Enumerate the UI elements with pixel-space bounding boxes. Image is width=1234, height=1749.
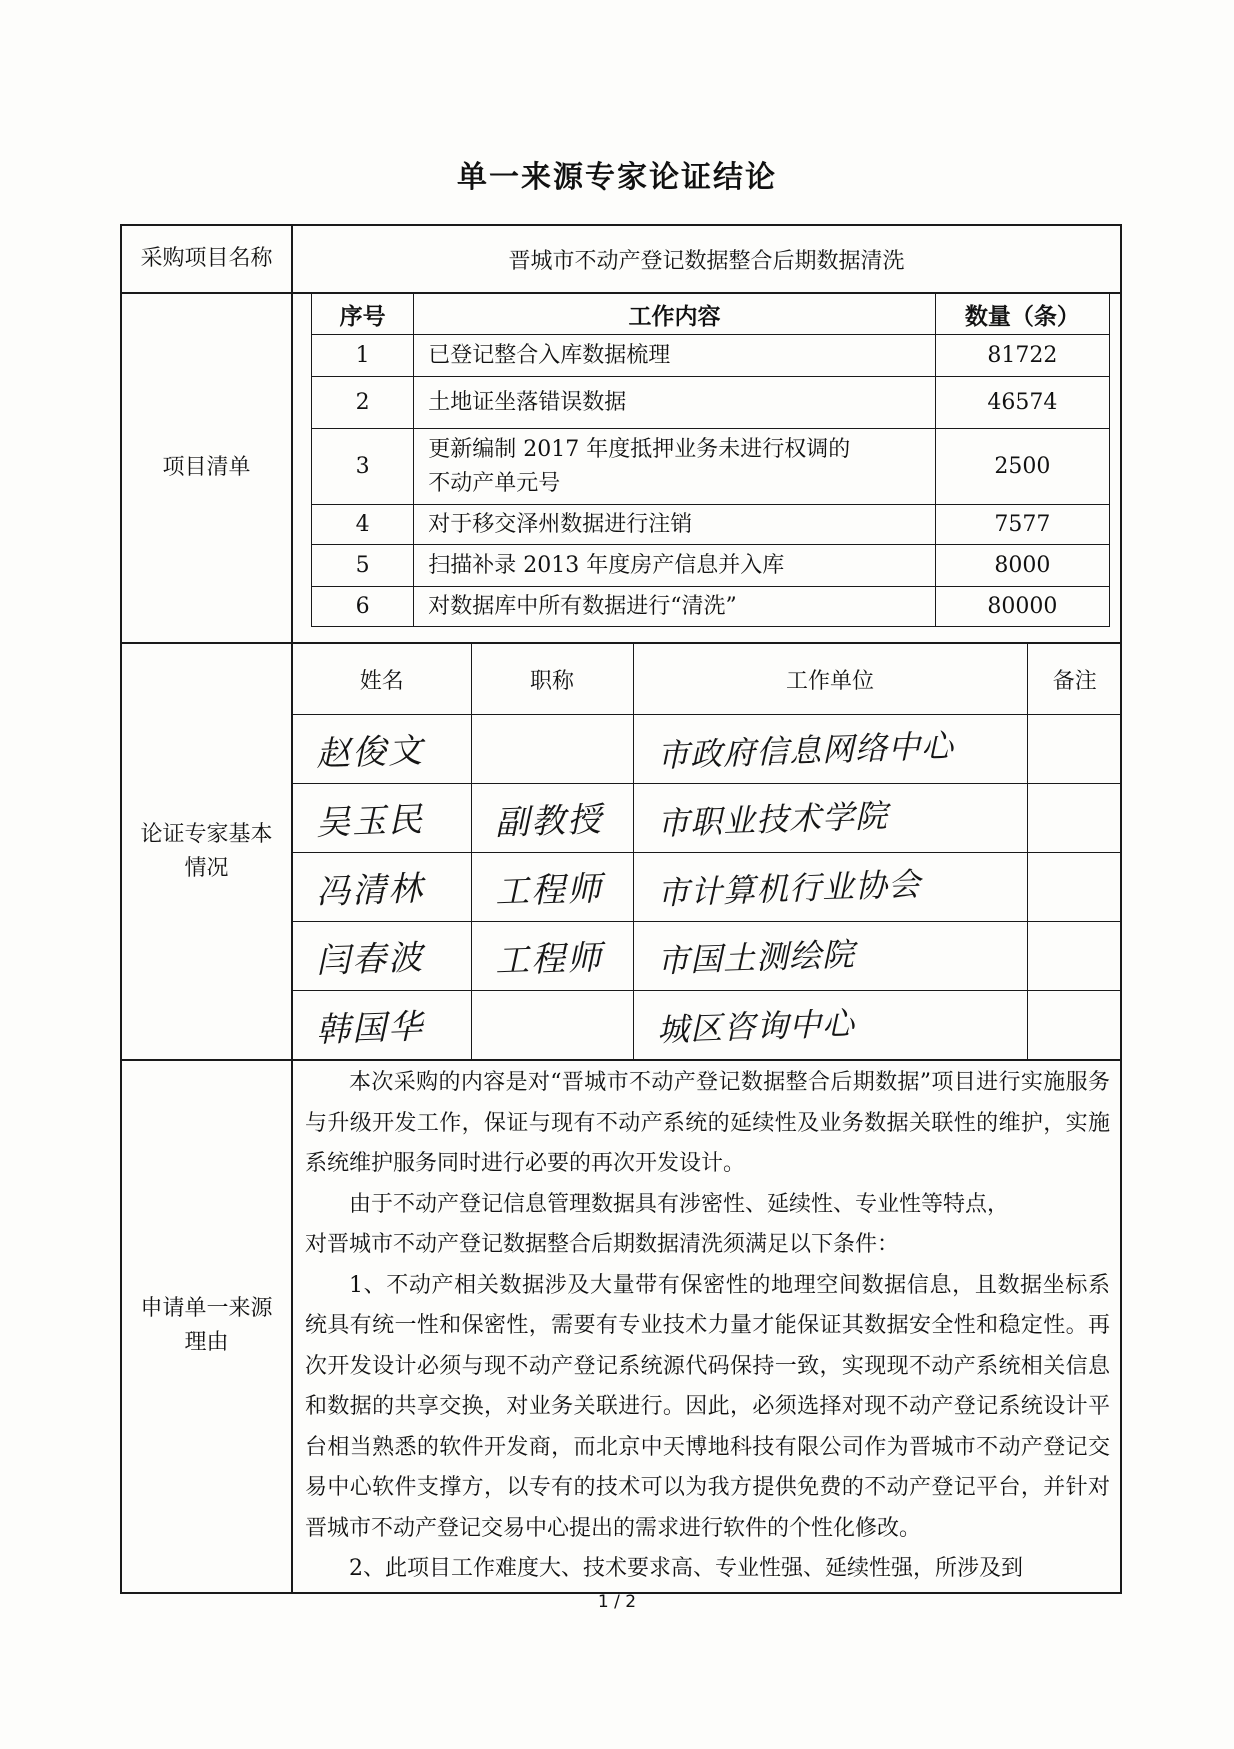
expert-unit bbox=[633, 715, 1027, 784]
handwritten-unit: 市国土测绘院 bbox=[655, 935, 856, 981]
items-header-row bbox=[312, 294, 1110, 335]
reason-text bbox=[292, 1060, 1121, 1593]
experts-header-note: 备注 bbox=[1027, 644, 1122, 715]
item-qty: 46574 bbox=[935, 377, 1109, 429]
expert-note bbox=[1027, 784, 1122, 853]
handwritten-title bbox=[473, 755, 495, 756]
item-qty: 8000 bbox=[935, 545, 1109, 587]
items-label: 项目清单 bbox=[121, 293, 292, 643]
expert-title bbox=[471, 991, 633, 1060]
handwritten-unit: 市政府信息网络中心 bbox=[655, 726, 955, 775]
reason-paragraph: 对晋城市不动产登记数据整合后期数据清洗须满足以下条件： bbox=[305, 1232, 900, 1257]
reason-paragraph: 本次采购的内容是对“晋城市不动产登记数据整合后期数据”项目进行实施服务与升级开发工作，保证与现有不动产系统的延续性及业务数据关联性的维护，实施系统维护服务同时进行必要的再次开发设计。 bbox=[305, 1070, 1110, 1176]
items-cell bbox=[292, 293, 1121, 643]
item-no: 6 bbox=[312, 587, 414, 627]
expert-name bbox=[293, 991, 471, 1060]
expert-name bbox=[293, 784, 471, 853]
expert-name bbox=[293, 922, 471, 991]
table-row bbox=[312, 377, 1110, 429]
item-no: 3 bbox=[312, 429, 414, 505]
handwritten-name: 吴玉民 bbox=[315, 799, 425, 843]
handwritten-title bbox=[473, 1031, 495, 1032]
handwritten-name: 赵俊文 bbox=[315, 730, 425, 774]
item-content bbox=[414, 429, 936, 505]
handwritten-title: 工程师 bbox=[493, 868, 604, 912]
item-qty: 7577 bbox=[935, 505, 1109, 545]
reason-paragraph: 由于不动产登记信息管理数据具有涉密性、延续性、专业性等特点， bbox=[349, 1191, 1010, 1217]
table-row bbox=[293, 784, 1122, 853]
table-row bbox=[293, 853, 1122, 922]
handwritten-name: 闫春波 bbox=[315, 937, 425, 981]
item-content-line: 不动产单元号 bbox=[428, 470, 561, 496]
project-name-label: 采购项目名称 bbox=[121, 225, 292, 293]
table-row bbox=[312, 505, 1110, 545]
handwritten-title: 工程师 bbox=[493, 937, 604, 981]
reason-label: 申请单一来源理由 bbox=[121, 1060, 292, 1593]
items-header-content: 工作内容 bbox=[414, 294, 936, 335]
experts-cell bbox=[292, 643, 1121, 1060]
project-name-row bbox=[121, 225, 1121, 293]
item-content: 扫描补录 2013 年度房产信息并入库 bbox=[414, 545, 936, 587]
item-qty: 2500 bbox=[935, 429, 1109, 505]
handwritten-unit: 市职业技术学院 bbox=[655, 796, 889, 843]
reason-paragraph: 2、此项目工作难度大、技术要求高、专业性强、延续性强，所涉及到 bbox=[349, 1556, 1023, 1581]
experts-table bbox=[293, 644, 1122, 1059]
expert-title bbox=[471, 853, 633, 922]
table-row bbox=[312, 335, 1110, 377]
handwritten-unit: 城区咨询中心 bbox=[655, 1004, 856, 1050]
expert-title bbox=[471, 922, 633, 991]
items-row bbox=[121, 293, 1121, 643]
handwritten-name: 冯清林 bbox=[315, 868, 425, 912]
items-header-qty: 数量（条） bbox=[935, 294, 1109, 335]
items-header-no: 序号 bbox=[312, 294, 414, 335]
page-title: 单一来源专家论证结论 bbox=[457, 160, 777, 195]
expert-name bbox=[293, 715, 471, 784]
handwritten-unit: 市计算机行业协会 bbox=[655, 865, 922, 913]
experts-row bbox=[121, 643, 1121, 1060]
expert-note bbox=[1027, 922, 1122, 991]
item-no: 2 bbox=[312, 377, 414, 429]
table-row bbox=[312, 545, 1110, 587]
handwritten-name: 韩国华 bbox=[315, 1006, 425, 1050]
handwritten-title: 副教授 bbox=[493, 799, 604, 843]
item-content: 对于移交泽州数据进行注销 bbox=[414, 505, 936, 545]
expert-note bbox=[1027, 991, 1122, 1060]
item-qty: 80000 bbox=[935, 587, 1109, 627]
experts-label: 论证专家基本情况 bbox=[121, 643, 292, 1060]
experts-header-title: 职称 bbox=[471, 644, 633, 715]
item-no: 1 bbox=[312, 335, 414, 377]
expert-title bbox=[471, 784, 633, 853]
expert-name bbox=[293, 853, 471, 922]
reason-row bbox=[121, 1060, 1121, 1593]
reason-paragraph: 1、不动产相关数据涉及大量带有保密性的地理空间数据信息，且数据坐标系统具有统一性和保密性，需要有专业技术力量才能保证其数据安全性和稳定性。再次开发设计必须与现不动产登记系统源代码保持一致，实现现不动产系统相关信息和数据的共享交换，对业务关联进行。因此，必须选择对现不动产登记系统设计平台相当熟悉的软件开发商，而北京中天博地科技有限公司作为晋城市不动产登记交易中心软件支撑方，以专有的技术可以为我方提供免费的不动产登记平台，并针对晋城市不动产登记交易中心提出的需求进行软件的个性化修改。 bbox=[305, 1272, 1110, 1541]
table-row bbox=[312, 429, 1110, 505]
table-row bbox=[293, 991, 1122, 1060]
page-number: 1 / 2 bbox=[597, 1592, 637, 1612]
experts-header-row bbox=[293, 644, 1122, 715]
item-content: 对数据库中所有数据进行“清洗” bbox=[414, 587, 936, 627]
item-content: 已登记整合入库数据梳理 bbox=[414, 335, 936, 377]
table-row bbox=[293, 715, 1122, 784]
expert-note bbox=[1027, 715, 1122, 784]
conclusion-form bbox=[120, 224, 1122, 1594]
item-qty: 81722 bbox=[935, 335, 1109, 377]
table-row bbox=[293, 922, 1122, 991]
item-no: 4 bbox=[312, 505, 414, 545]
table-row bbox=[312, 587, 1110, 627]
project-name-value: 晋城市不动产登记数据整合后期数据清洗 bbox=[292, 225, 1121, 293]
experts-header-unit: 工作单位 bbox=[633, 644, 1027, 715]
expert-unit bbox=[633, 784, 1027, 853]
expert-title bbox=[471, 715, 633, 784]
expert-unit bbox=[633, 922, 1027, 991]
expert-unit bbox=[633, 991, 1027, 1060]
items-table bbox=[311, 294, 1110, 627]
item-no: 5 bbox=[312, 545, 414, 587]
item-content-line: 更新编制 2017 年度抵押业务未进行权调的 bbox=[428, 436, 851, 462]
item-content: 土地证坐落错误数据 bbox=[414, 377, 936, 429]
experts-header-name: 姓名 bbox=[293, 644, 471, 715]
expert-note bbox=[1027, 853, 1122, 922]
expert-unit bbox=[633, 853, 1027, 922]
